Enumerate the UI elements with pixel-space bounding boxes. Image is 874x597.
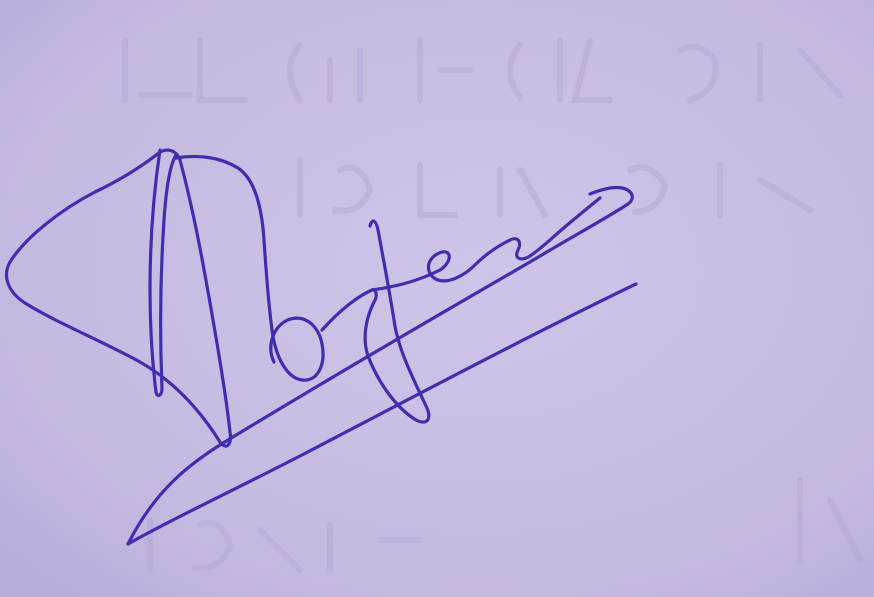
- signature-e-loop: [372, 198, 600, 290]
- signature-y-stroke: [322, 221, 429, 422]
- signature-top-arch: [176, 156, 323, 380]
- signature-downstroke: [150, 150, 176, 395]
- signature-underline: [128, 284, 636, 544]
- signature-left-loop: [6, 150, 230, 446]
